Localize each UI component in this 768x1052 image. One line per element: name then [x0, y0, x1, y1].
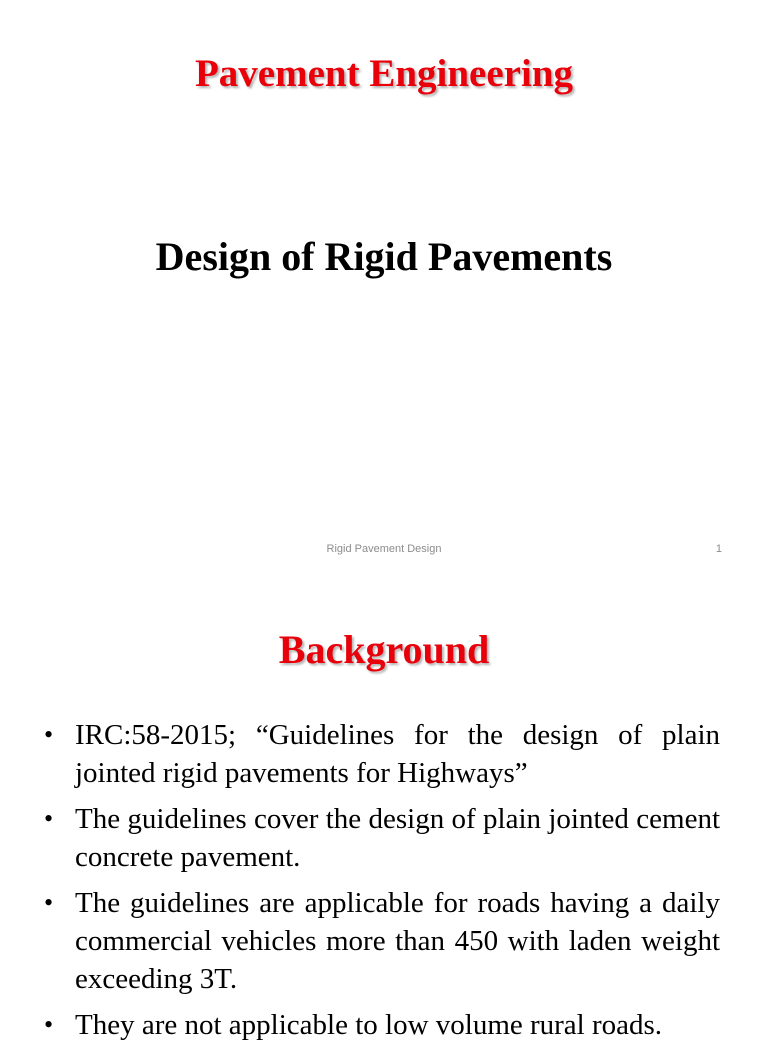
bullet-text: IRC:58-2015; “Guidelines for the design of plain jointed rigid pavements for Highways” [75, 719, 720, 789]
bullet-icon: • [44, 720, 54, 749]
page-number: 1 [715, 543, 722, 555]
bullet-item [44, 1006, 720, 1044]
bullet-icon: • [44, 888, 54, 917]
bullet-text: The guidelines are applicable for roads having a daily commercial vehicles more than 450 with laden weight exceeding 3T. [75, 887, 720, 995]
bullet-list [44, 716, 720, 1052]
bullet-item [44, 884, 720, 998]
slide-footer: Rigid Pavement Design [326, 543, 442, 555]
bullet-icon: • [44, 804, 54, 833]
slide-1-subtitle: Design of Rigid Pavements [155, 234, 613, 279]
bullet-icon: • [44, 1010, 54, 1039]
bullet-item [44, 716, 720, 792]
slide-2 [0, 576, 768, 1041]
slide-1-title: Pavement Engineering [194, 52, 574, 95]
bullet-text: They are not applicable to low volume rural roads. [75, 1009, 663, 1041]
bullet-text: The guidelines cover the design of plain jointed cement concrete pavement. [75, 803, 720, 873]
slide-2-title: Background [278, 627, 490, 672]
bullet-item [44, 800, 720, 876]
